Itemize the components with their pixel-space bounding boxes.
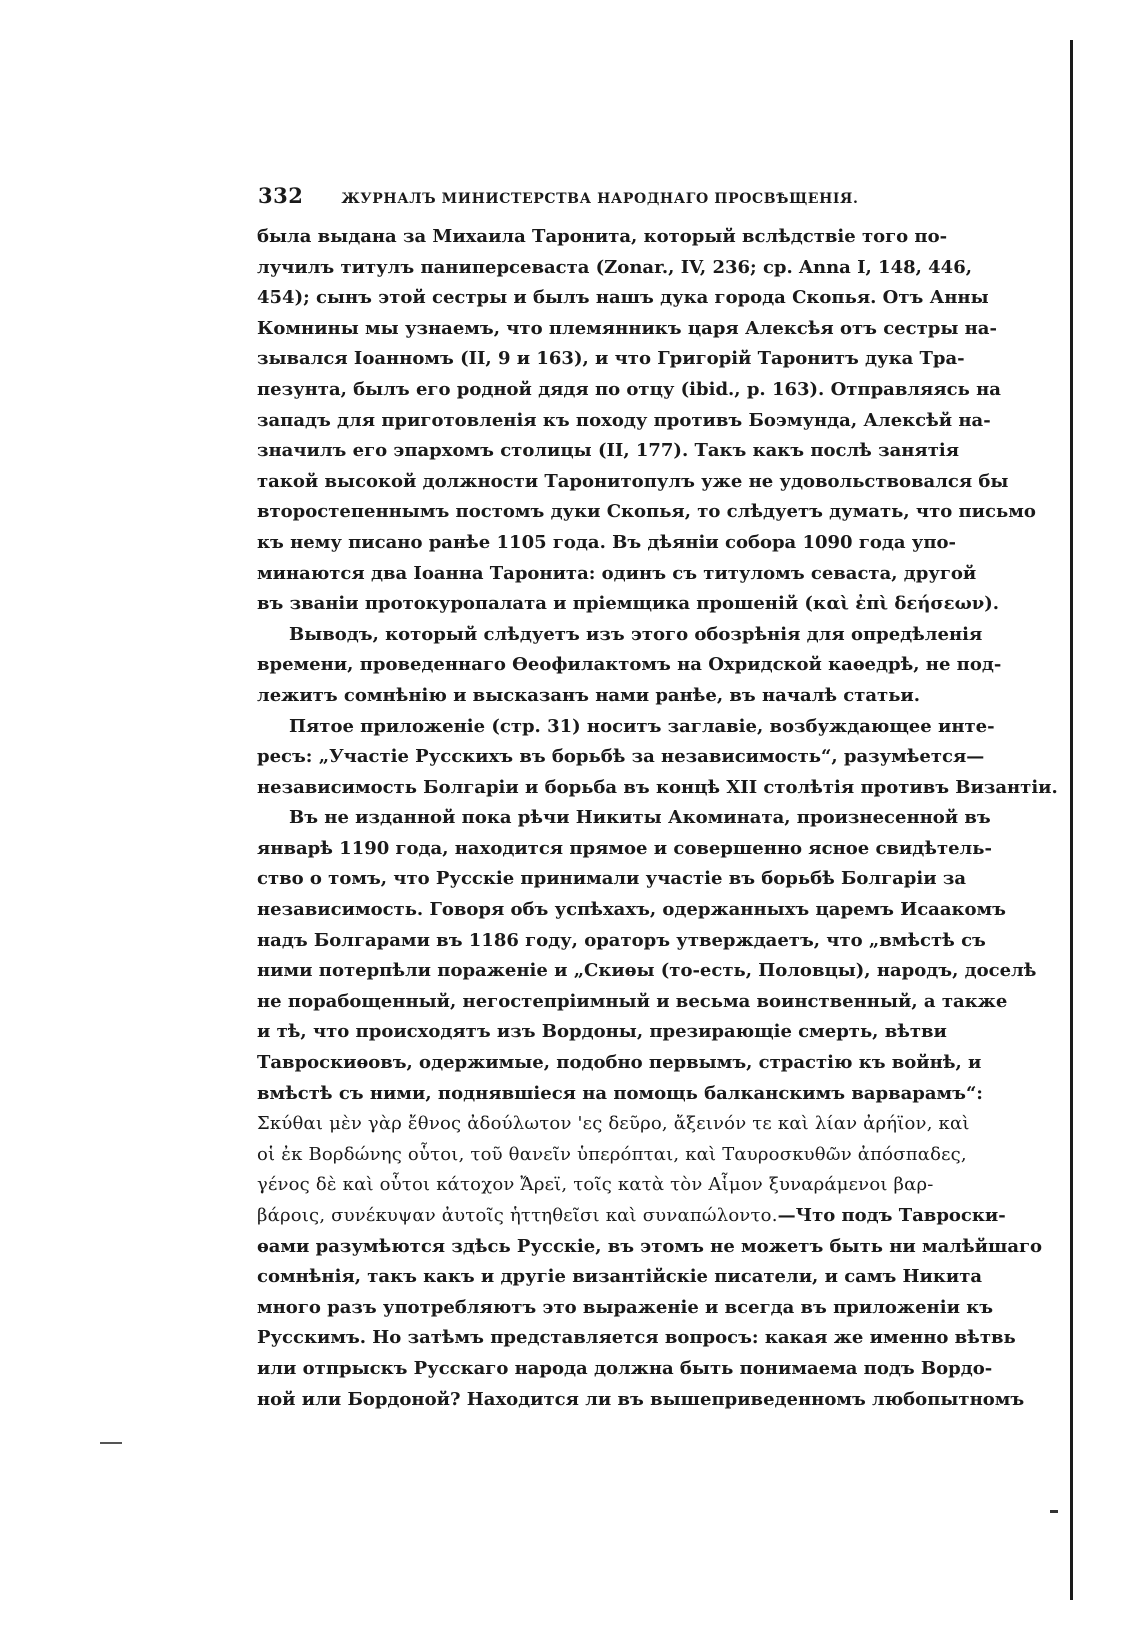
text-line: независимость Болгаріи и борьба въ концѣ XII столѣтія противъ Византіи. — [257, 776, 1058, 798]
text-line: второстепеннымъ постомъ дуки Скопья, то слѣдуетъ думать, что письмо — [257, 501, 1036, 523]
text-line: Тавроскиѳовъ, одержимые, подобно первымъ, страстію къ войнѣ, и — [257, 1052, 982, 1074]
text-line: независимость. Говоря объ успѣхахъ, одержанныхъ царемъ Исаакомъ — [257, 899, 1006, 921]
paragraph — [257, 803, 1037, 1109]
text-line: въ званіи протокуропалата и пріемщика прошеній (καὶ ἐπὶ δεήσεων). — [257, 593, 1000, 615]
body-text — [257, 222, 1058, 1415]
text-fragment: —Что подъ Тавроски- — [777, 1205, 1006, 1226]
text-line: Русскимъ. Но затѣмъ представляется вопросъ: какая же именно вѣтвь — [257, 1327, 1016, 1349]
greek-quote: βάροις, συνέκυψαν ἀυτοῖς ἡττηθεῖσι καὶ συναπώλοντο. — [257, 1205, 778, 1226]
margin-mark — [1050, 1510, 1058, 1513]
running-header — [258, 183, 918, 208]
text-line: много разъ употребляютъ это выраженіе и всегда въ приложеніи къ — [257, 1296, 993, 1318]
text-line: ресъ: „Участіе Русскихъ въ борьбѣ за независимость“, разумѣется— — [257, 746, 985, 768]
running-title: ЖУРНАЛЪ МИНИСТЕРСТВА НАРОДНАГО ПРОСВѢЩЕНІЯ. — [341, 191, 859, 207]
text-line: ство о томъ, что Русскіе принимали участіе въ борьбѣ Болгаріи за — [257, 868, 966, 890]
text-line: была выдана за Михаила Таронита, который вслѣдствіе того по- — [257, 226, 948, 247]
page-edge-line — [1070, 40, 1073, 1600]
text-line: сомнѣнія, такъ какъ и другіе византійскіе писатели, и самъ Никита — [257, 1266, 983, 1288]
text-line: лежитъ сомнѣнію и высказанъ нами ранѣе, въ началѣ статьи. — [257, 684, 921, 706]
text-line: Комнины мы узнаемъ, что племянникъ царя Алексѣя отъ сестры на- — [257, 317, 997, 339]
text-line: Выводъ, который слѣдуетъ изъ этого обозрѣнія для опредѣленія — [289, 623, 983, 645]
text-line: январѣ 1190 года, находится прямое и совершенно ясное свидѣтель- — [257, 837, 992, 859]
text-line: вмѣстѣ съ ними, поднявшіеся на помощь балканскимъ варварамъ“: — [257, 1082, 983, 1104]
paragraph — [257, 712, 1058, 804]
text-line: не порабощенный, негостепріимный и весьма воинственный, а также — [257, 990, 1008, 1012]
text-line — [257, 1201, 1006, 1232]
paragraph — [257, 1109, 970, 1201]
text-line: зывался Іоанномъ (II, 9 и 163), и что Григорій Таронитъ дука Тра- — [257, 348, 965, 370]
text-line: или отпрыскъ Русскаго народа должна быть понимаема подъ Вордо- — [257, 1357, 993, 1379]
paragraph — [257, 1201, 1043, 1415]
text-line: къ нему писано ранѣе 1105 года. Въ дѣяніи собора 1090 года упо- — [257, 531, 956, 553]
text-line: γένος δὲ καὶ οὗτοι κάτοχον Ἄρεϊ, τοῖς κατὰ τὸν Αἷμον ξυναράμενοι βαρ- — [257, 1174, 934, 1196]
text-line: οἱ ἐκ Βορδώνης οὗτοι, τοῦ θανεῖν ὑπερόπται, καὶ Ταυροσκυθῶν ἀπόσπαδες, — [257, 1143, 967, 1165]
paragraph — [257, 620, 1002, 712]
margin-mark — [100, 1442, 122, 1444]
text-line: пезунта, былъ его родной дядя по отцу (ibid., p. 163). Отправляясь на — [257, 378, 1001, 400]
text-line: ѳами разумѣются здѣсь Русскіе, въ этомъ не можетъ быть ни малѣйшаго — [257, 1235, 1043, 1257]
text-line: и тѣ, что происходятъ изъ Вордоны, презирающіе смерть, вѣтви — [257, 1021, 947, 1043]
text-line: значилъ его эпархомъ столицы (II, 177). Такъ какъ послѣ занятія — [257, 440, 960, 462]
text-line: времени, проведеннаго Ѳеофилактомъ на Охридской каѳедрѣ, не под- — [257, 654, 1002, 676]
text-line: Σκύθαι μὲν γὰρ ἔθνος ἀδούλωτον 'ες δεῦρο, ἄξεινόν τε καὶ λίαν ἀρήϊον, καὶ — [257, 1113, 970, 1135]
text-line: Пятое приложеніе (стр. 31) носитъ заглавіе, возбуждающее инте- — [289, 715, 995, 737]
text-line: лучилъ титулъ паниперсеваста (Zonar., IV, 236; ср. Anna I, 148, 446, — [257, 256, 972, 278]
text-line: надъ Болгарами въ 1186 году, ораторъ утверждаетъ, что „вмѣстѣ съ — [257, 929, 986, 951]
text-line: минаются два Іоанна Таронита: одинъ съ титуломъ севаста, другой — [257, 562, 977, 584]
paragraph — [257, 222, 1036, 620]
text-line: 454); сынъ этой сестры и былъ нашъ дука города Скопья. Отъ Анны — [257, 287, 989, 309]
text-line: такой высокой должности Таронитопулъ уже не удовольствовался бы — [257, 470, 1009, 492]
text-line: Въ не изданной пока рѣчи Никиты Акомината, произнесенной въ — [289, 807, 991, 829]
text-line: западъ для приготовленія къ походу противъ Боэмунда, Алексѣй на- — [257, 409, 991, 431]
text-line: ними потерпѣли пораженіе и „Скиѳы (то-есть, Половцы), народъ, доселѣ — [257, 960, 1037, 982]
page-number: 332 — [258, 183, 304, 208]
text-line: ной или Бордоной? Находится ли въ вышеприведенномъ любопытномъ — [257, 1388, 1025, 1410]
